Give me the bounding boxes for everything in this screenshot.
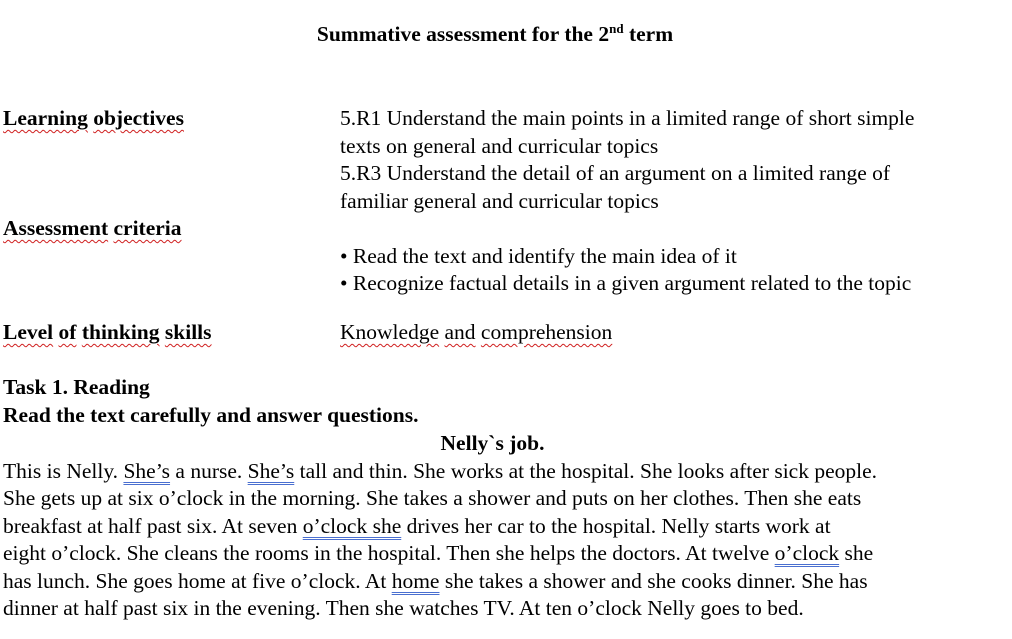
objective-line-1: 5.R1 Understand the main points in a limited range of short simple — [340, 106, 915, 130]
value-word: and — [444, 320, 476, 344]
task-heading: Task 1. Reading — [3, 375, 150, 399]
text-run: o’clock — [774, 541, 840, 566]
label-word: objectives — [93, 106, 184, 130]
story-title: Nelly`s job. — [440, 431, 545, 455]
label-word: skills — [164, 320, 212, 344]
story-line-2: She gets up at six o’clock in the morning. She takes a shower and puts on her clothes. Then she eats — [3, 486, 862, 511]
criteria-item-2: • Recognize factual details in a given argument related to the topic — [340, 271, 912, 295]
label-word: Level — [3, 320, 54, 344]
label-word: Assessment — [3, 216, 109, 240]
text-run: home — [391, 568, 440, 593]
story-line-5 — [3, 568, 1003, 595]
text-run: This is Nelly. — [3, 459, 124, 483]
story-line-3 — [3, 513, 1003, 540]
label-word: thinking — [81, 320, 160, 344]
objective-line-3: 5.R3 Understand the detail of an argument on a limited range of — [340, 161, 891, 185]
objective-line-4: familiar general and curricular topics — [340, 189, 659, 213]
document-title — [0, 22, 990, 47]
story-text — [3, 458, 1003, 622]
criteria-item-1: • Read the text and identify the main idea of it — [340, 244, 737, 268]
thinking-skills-value — [340, 320, 612, 345]
value-word: Knowledge — [340, 320, 440, 344]
text-run: She’s — [247, 459, 295, 483]
text-run: eight o’clock. She cleans the rooms in the hospital. Then she helps the doctors. At twelve — [3, 541, 775, 566]
title-superscript: nd — [609, 20, 624, 36]
text-run: o’clock she — [302, 513, 402, 538]
value-word: comprehension — [480, 320, 613, 344]
text-run: has lunch. She goes home at five o’clock. At — [3, 568, 392, 593]
text-run: she — [839, 541, 874, 566]
label-word: Learning — [3, 106, 88, 130]
objective-line-2: texts on general and curricular topics — [340, 134, 659, 158]
text-run: a nurse. — [170, 459, 248, 483]
title-main: Summative assessment for the 2 — [316, 22, 610, 46]
story-line-6: dinner at half past six in the evening. Then she watches TV. At ten o’clock Nelly goes to bed. — [3, 596, 804, 621]
learning-objectives-label — [3, 106, 184, 131]
text-run: drives her car to the hospital. Nelly starts work at — [401, 513, 831, 538]
assessment-criteria-label — [3, 216, 182, 241]
text-run: She’s — [123, 459, 171, 483]
text-run: tall and thin. She works at the hospital. She looks after sick people. — [294, 459, 878, 483]
task-instruction: Read the text carefully and answer questions. — [3, 403, 419, 427]
title-end: term — [623, 22, 674, 46]
story-line-4 — [3, 540, 1003, 567]
story-line-1 — [3, 458, 1003, 485]
thinking-skills-label — [3, 320, 212, 345]
label-word: criteria — [113, 216, 182, 240]
label-word: of — [58, 320, 77, 344]
text-run: breakfast at half past six. At seven — [3, 513, 303, 538]
text-run: she takes a shower and she cooks dinner. She has — [439, 568, 868, 593]
